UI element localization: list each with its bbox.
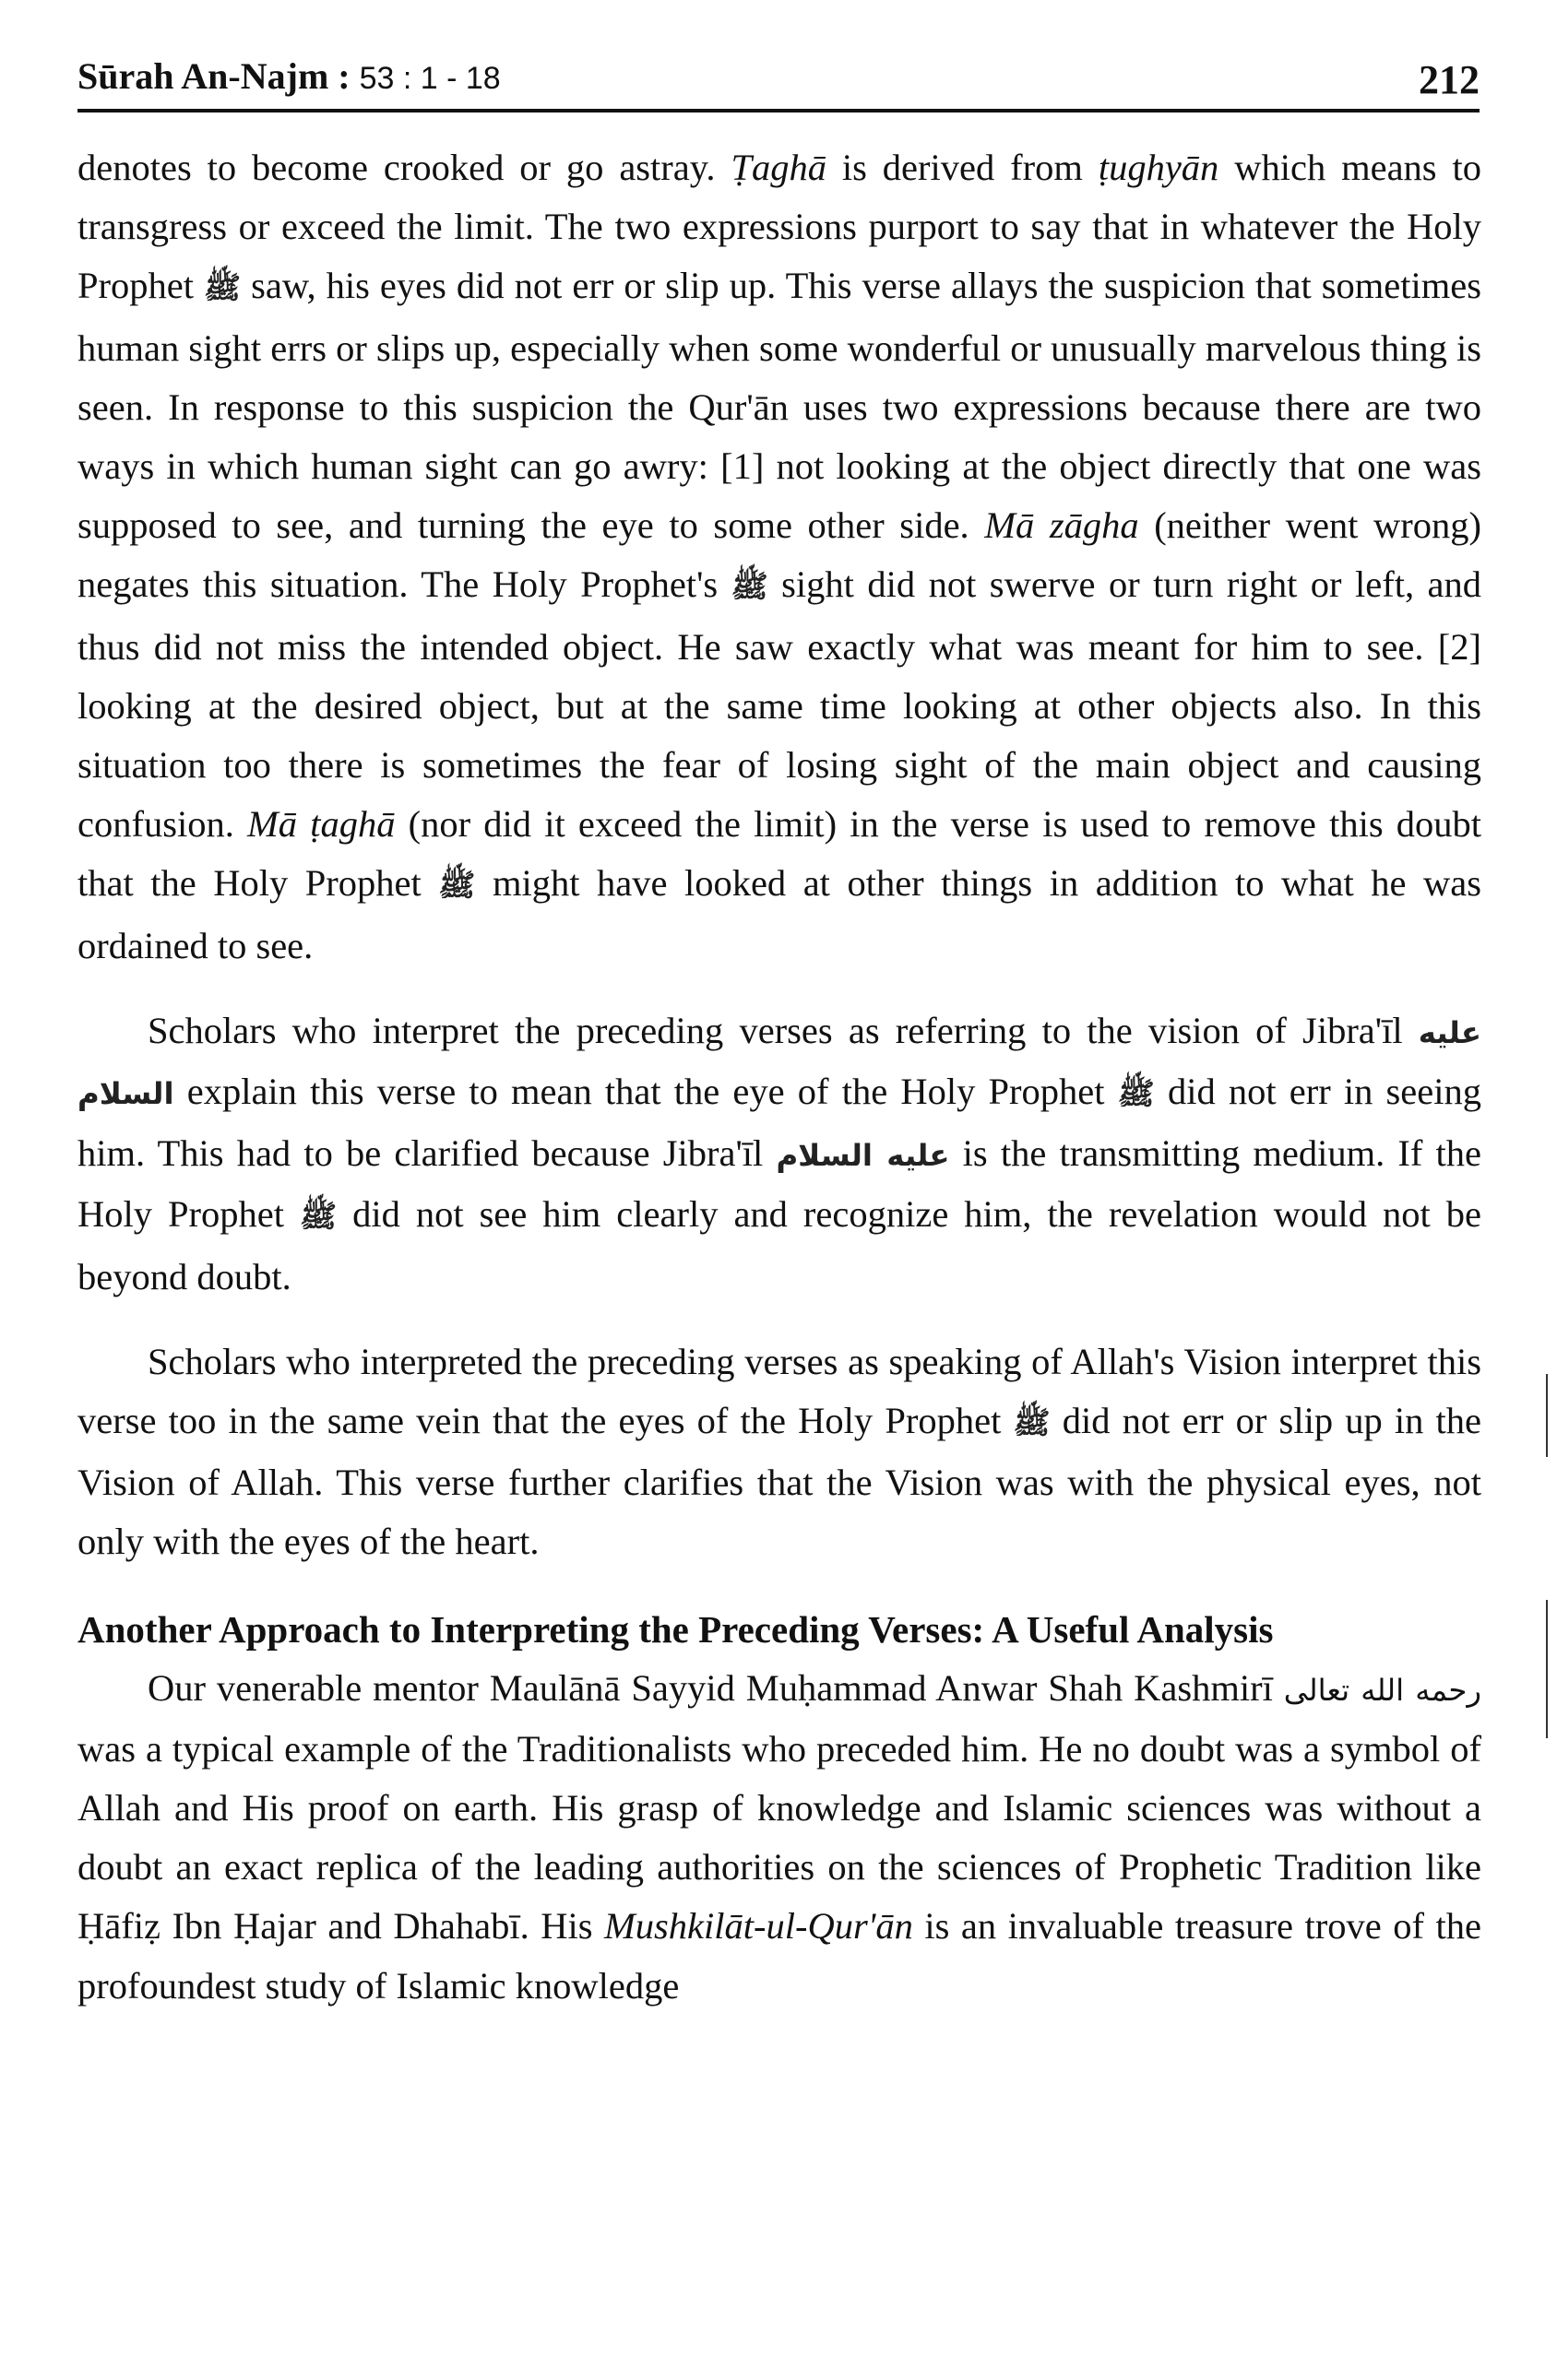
text-run: (nor did it exceed the limit) in the verse is used to remove this doubt that the Holy Prophet	[77, 803, 1482, 905]
paragraph-1	[77, 138, 1481, 976]
verse-reference: 53 : 1 - 18	[359, 61, 501, 96]
prophet-honorific-icon: ﷺ	[204, 271, 242, 306]
book-title: Mushkilāt-ul-Qur'ān	[604, 1905, 913, 1948]
page-header	[77, 37, 1480, 112]
prophet-honorific-icon: ﷺ	[731, 570, 768, 605]
prophet-honorific-icon: ﷺ	[1013, 1406, 1051, 1441]
text-run: which means to transgress or exceed the limit. The two expressions purport to say that in whatever the Holy Prophet	[77, 147, 1481, 307]
text-run: is an invaluable treasure trove of the profoundest study of Islamic knowledge	[77, 1905, 1481, 2007]
text-run: saw, his eyes did not err or slip up. This verse allays the suspicion that sometimes human sight errs or slips up, especially when some wonderful or unusually marvelous thing is seen. In response to this suspicion the Qur'ān uses two expressions because there are two ways in which human sight can go awry: [1] not looking at the object directly that one was supposed to see, and turning the eye to some other side.	[77, 265, 1481, 547]
text-run: sight did not swerve or turn right or left, and thus did not miss the intended object. He saw exactly what was meant for him to see. [2] looking at the desired object, but at the same time looking at other objects also. In this situation too there is sometimes the fear of losing sight of the main object and causing confusion.	[77, 563, 1481, 846]
paragraph-4	[77, 1659, 1481, 2016]
transliteration-term: ṭughyān	[1098, 147, 1219, 188]
page-number: 212	[1419, 57, 1480, 102]
running-title	[77, 54, 501, 98]
text-run: Scholars who interpreted the preceding verses as speaking of Allah's Vision interpret this verse too in the same vein that the eyes of the Holy Prophet	[77, 1340, 1481, 1442]
text-run: Our venerable mentor Maulānā Sayyid Muḥammad Anwar Shah Kashmirī	[148, 1666, 1284, 1709]
text-run: might have looked at other things in addition to what he was ordained to see.	[77, 862, 1481, 966]
arabic-honorific: رحمه الله تعالى	[1283, 1672, 1481, 1708]
paragraph-3	[77, 1332, 1481, 1572]
text-run: did not see him clearly and recognize him, the revelation would not be beyond doubt.	[77, 1193, 1482, 1297]
surah-title: Sūrah An-Najm :	[77, 55, 360, 97]
scan-margin-line	[1546, 1600, 1548, 1738]
body-text	[77, 138, 1481, 2016]
text-run: explain this verse to mean that the eye of the Holy Prophet	[173, 1071, 1118, 1113]
jibrail-honorific-icon: عليه السلام	[776, 1138, 950, 1174]
paragraph-2	[77, 1001, 1481, 1307]
transliteration-term: Ṭaghā	[731, 147, 826, 188]
transliteration-term: Mā ṭaghā	[247, 803, 396, 846]
section-heading: Another Approach to Interpreting the Preceding Verses: A Useful Analysis	[77, 1607, 1274, 1651]
text-run: Scholars who interpret the preceding verses as referring to the vision of Jibra'īl	[148, 1009, 1419, 1051]
text-run: did not err or slip up in the Vision of Allah. This verse further clarifies that the Vision was with the physical eyes, not only with the eyes of the heart.	[77, 1400, 1482, 1563]
prophet-honorific-icon: ﷺ	[1117, 1077, 1155, 1112]
prophet-honorific-icon: ﷺ	[299, 1200, 338, 1235]
text-run: was a typical example of the Traditionalists who preceded him. He no doubt was a symbol of Allah and His proof on earth. His grasp of knowledge and Islamic sciences was without a doubt an exact replica of the leading authorities on the sciences of Prophetic Tradition like Ḥāfiẓ Ibn Ḥajar and Dhahabī. His	[77, 1727, 1481, 1948]
text-run: did not err in seeing him. This had to be clarified because Jibra'īl	[77, 1071, 1482, 1175]
text-run: is derived from	[826, 147, 1099, 188]
scan-margin-line	[1546, 1374, 1548, 1457]
text-run: is the transmitting medium. If the Holy Prophet	[77, 1132, 1481, 1236]
transliteration-term: Mā zāgha	[984, 504, 1139, 547]
text-run: (neither went wrong) negates this situation. The Holy Prophet's	[77, 504, 1481, 606]
jibrail-honorific-icon: عليه السلام	[77, 1014, 1481, 1112]
text-run: denotes to become crooked or go astray.	[77, 147, 731, 188]
prophet-honorific-icon: ﷺ	[438, 869, 476, 904]
